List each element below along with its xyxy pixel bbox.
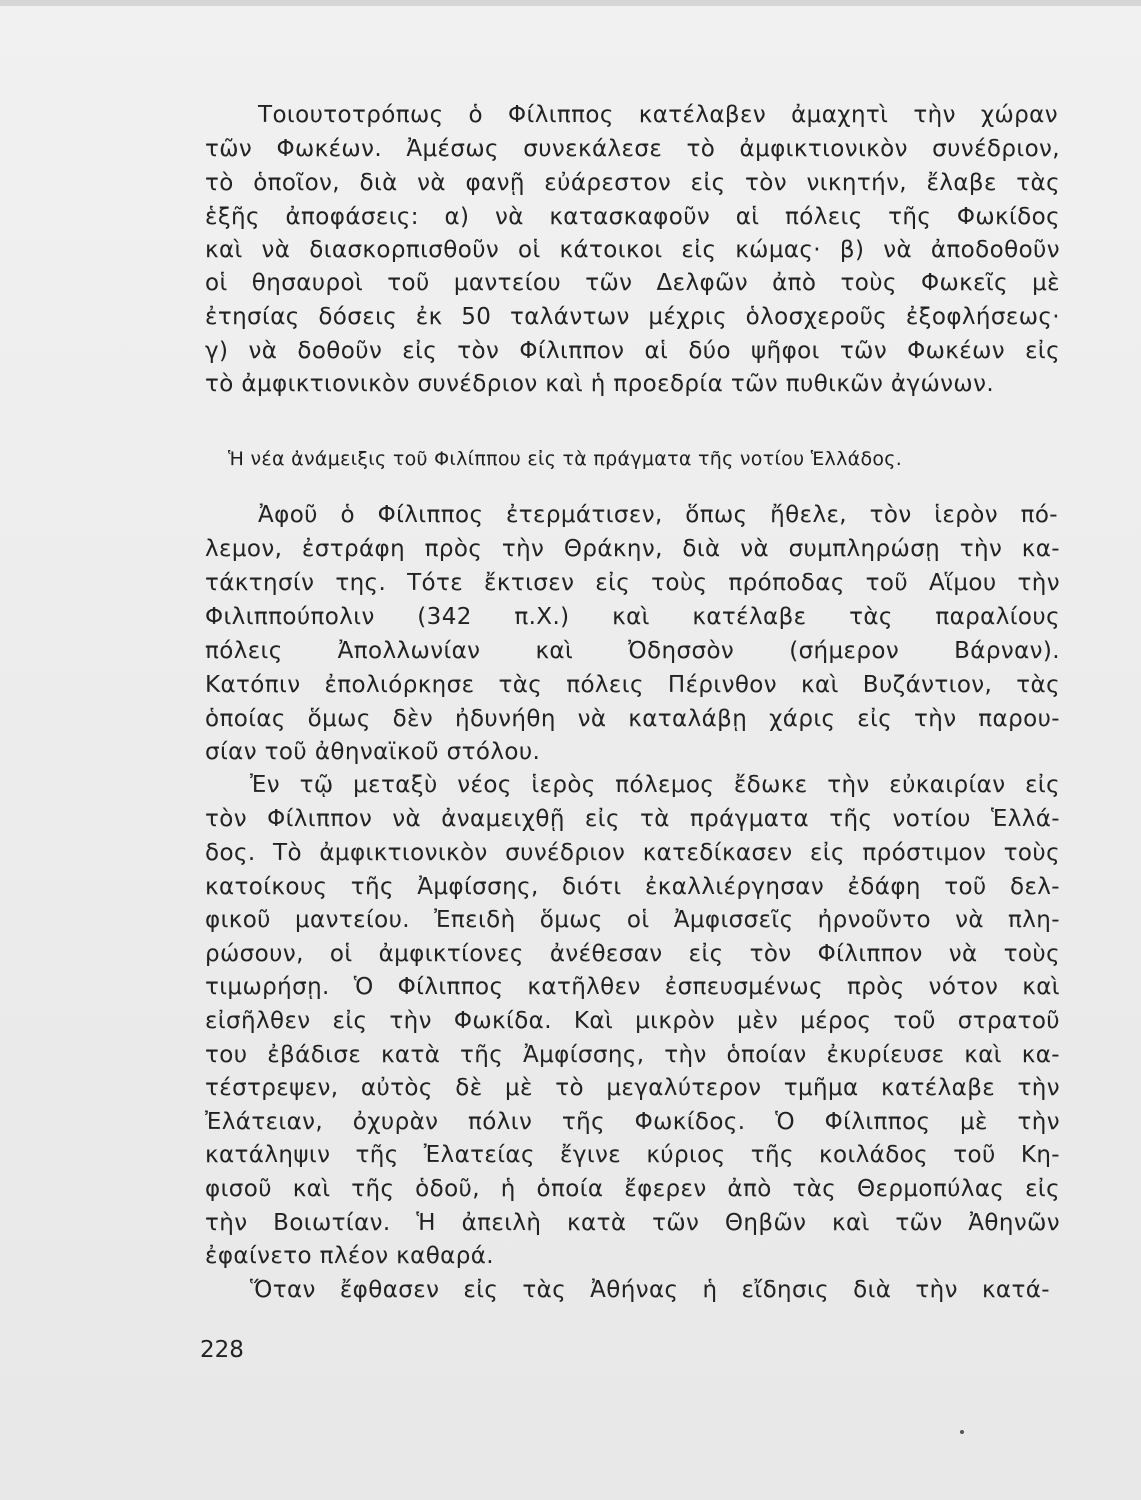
text-line: του ἐβάδισε κατὰ τῆς Ἀμφίσσης, τὴν ὁποίαν ἐκυρίευσε καὶ κα-	[205, 1042, 1060, 1068]
text-line: ἐφαίνετο πλέον καθαρά.	[205, 1243, 495, 1269]
text-line: δος. Τὸ ἀμφικτιονικὸν συνέδριον κατεδίκασεν εἰς πρόστιμον τοὺς	[205, 840, 1060, 866]
text-line: λεμον, ἐστράφη πρὸς τὴν Θράκην, διὰ νὰ συμπληρώσῃ τὴν κα-	[205, 536, 1060, 562]
text-line: οἱ θησαυροὶ τοῦ μαντείου τῶν Δελφῶν ἀπὸ τοὺς Φωκεῖς μὲ	[205, 270, 1060, 296]
text-line: τάκτησίν της. Τότε ἔκτισεν εἰς τοὺς πρόποδας τοῦ Αἵμου τὴν	[205, 570, 1060, 596]
text-line: ὁποίας ὅμως δὲν ἠδυνήθη νὰ καταλάβῃ χάρις εἰς τὴν παρου-	[205, 706, 1060, 732]
text-line: καὶ νὰ διασκορπισθοῦν οἱ κάτοικοι εἰς κώμας· β) νὰ ἀποδοθοῦν	[205, 237, 1060, 263]
text-line: τὸ ὁποῖον, διὰ νὰ φανῇ εὐάρεστον εἰς τὸν νικητήν, ἔλαβε τὰς	[205, 170, 1060, 196]
text-line: τιμωρήσῃ. Ὁ Φίλιππος κατῆλθεν ἐσπευσμένως πρὸς νότον καὶ	[205, 974, 1060, 1000]
text-line: τέστρεψεν, αὐτὸς δὲ μὲ τὸ μεγαλύτερον τμῆμα κατέλαβε τὴν	[205, 1075, 1060, 1101]
text-line: κατοίκους τῆς Ἀμφίσσης, διότι ἐκαλλιέργησαν ἐδάφη τοῦ δελ-	[205, 874, 1060, 900]
text-line: γ) νὰ δοθοῦν εἰς τὸν Φίλιππον αἱ δύο ψῆφοι τῶν Φωκέων εἰς	[205, 338, 1060, 364]
text-line: τὸν Φίλιππον νὰ ἀναμειχθῇ εἰς τὰ πράγματα τῆς νοτίου Ἑλλά-	[205, 806, 1060, 832]
text-line: ἑξῆς ἀποφάσεις: α) νὰ κατασκαφοῦν αἱ πόλεις τῆς Φωκίδος	[205, 204, 1060, 230]
section-heading: Ἡ νέα ἀνάμειξις τοῦ Φιλίππου εἰς τὰ πράγματα τῆς νοτίου Ἑλλάδος.	[228, 448, 903, 470]
text-line: τὸ ἀμφικτιονικὸν συνέδριον καὶ ἡ προεδρία τῶν πυθικῶν ἀγώνων.	[205, 371, 995, 397]
text-line: ἐτησίας δόσεις ἐκ 50 ταλάντων μέχρις ὁλοσχεροῦς ἐξοφλήσεως·	[205, 304, 1060, 330]
text-line: τὴν Βοιωτίαν. Ἡ ἀπειλὴ κατὰ τῶν Θηβῶν καὶ τῶν Ἀθηνῶν	[205, 1210, 1060, 1236]
scan-speck	[960, 1430, 964, 1434]
text-line: φικοῦ μαντείου. Ἐπειδὴ ὅμως οἱ Ἀμφισσεῖς ἠρνοῦντο νὰ πλη-	[205, 907, 1060, 933]
text-line: σίαν τοῦ ἀθηναϊκοῦ στόλου.	[205, 739, 541, 765]
text-line: ρώσουν, οἱ ἀμφικτίονες ἀνέθεσαν εἰς τὸν Φίλιππον νὰ τοὺς	[205, 941, 1060, 967]
text-line: Ἀφοῦ ὁ Φίλιππος ἐτερμάτισεν, ὅπως ἤθελε, τὸν ἱερὸν πό-	[258, 502, 1058, 528]
text-line: τῶν Φωκέων. Ἀμέσως συνεκάλεσε τὸ ἀμφικτιονικὸν συνέδριον,	[205, 136, 1060, 162]
text-line: Φιλιππούπολιν (342 π.Χ.) καὶ κατέλαβε τὰς παραλίους	[205, 604, 1060, 630]
text-line: φισοῦ καὶ τῆς ὁδοῦ, ἡ ὁποία ἔφερεν ἀπὸ τὰς Θερμοπύλας εἰς	[205, 1176, 1060, 1202]
text-line: Ἐλάτειαν, ὀχυρὰν πόλιν τῆς Φωκίδος. Ὁ Φίλιππος μὲ τὴν	[205, 1109, 1060, 1135]
text-line: πόλεις Ἀπολλωνίαν καὶ Ὀδησσὸν (σήμερον Βάρναν).	[205, 638, 1060, 664]
page-number: 228	[200, 1337, 244, 1363]
text-line: Κατόπιν ἐπολιόρκησε τὰς πόλεις Πέρινθον καὶ Βυζάντιον, τὰς	[205, 672, 1060, 698]
text-line: Ἐν τῷ μεταξὺ νέος ἱερὸς πόλεμος ἔδωκε τὴν εὐκαιρίαν εἰς	[250, 772, 1060, 798]
text-line: Τοιουτοτρόπως ὁ Φίλιππος κατέλαβεν ἀμαχητὶ τὴν χώραν	[258, 102, 1058, 128]
text-line: εἰσῆλθεν εἰς τὴν Φωκίδα. Καὶ μικρὸν μὲν μέρος τοῦ στρατοῦ	[205, 1008, 1060, 1034]
text-line: Ὅταν ἔφθασεν εἰς τὰς Ἀθήνας ἡ εἴδησις διὰ τὴν κατά-	[250, 1277, 1050, 1303]
text-line: κατάληψιν τῆς Ἐλατείας ἔγινε κύριος τῆς κοιλάδος τοῦ Κη-	[205, 1142, 1060, 1168]
